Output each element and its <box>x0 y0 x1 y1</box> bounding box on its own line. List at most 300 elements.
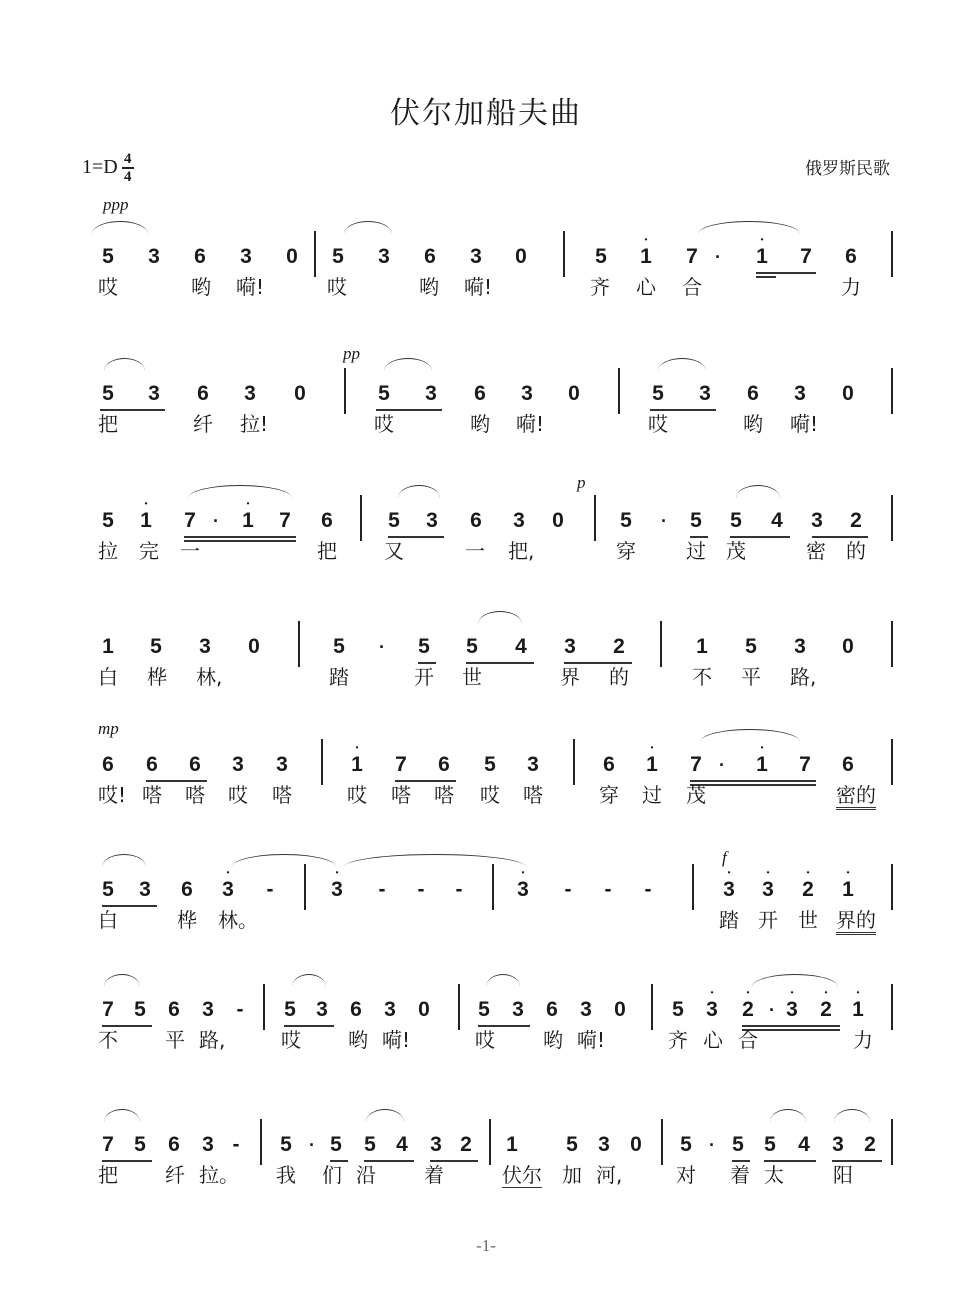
beam-underline <box>730 536 790 538</box>
note: 5 <box>134 998 146 1021</box>
lyric: 不 <box>692 665 712 689</box>
lyric: 林。 <box>218 908 258 932</box>
beam-underline <box>430 1160 478 1162</box>
beam-underline <box>690 536 708 538</box>
lyric: 齐 <box>590 275 610 299</box>
lyric: 嗒 <box>272 783 292 807</box>
slur-arc <box>384 358 432 371</box>
note: - <box>266 878 274 901</box>
beam-underline <box>102 905 157 907</box>
note: 5 <box>764 1133 776 1156</box>
lyric: 纤 <box>165 1163 185 1187</box>
note: 5 <box>102 878 114 901</box>
note: 3 <box>240 245 252 268</box>
high-octave-dot: • <box>644 235 648 244</box>
lyric: 开 <box>414 665 434 689</box>
lyric: 嗬! <box>790 412 819 436</box>
slur-arc <box>736 485 780 498</box>
barline <box>618 368 620 414</box>
note: - <box>232 1133 240 1156</box>
lyric: 一 <box>465 539 485 563</box>
lyric: 纤 <box>193 412 213 436</box>
dynamic-marking: f <box>722 848 727 867</box>
high-octave-dot: • <box>760 743 764 752</box>
composer-credit: 俄罗斯民歌 <box>805 159 890 179</box>
note: 5 <box>672 998 684 1021</box>
note: 3 <box>598 1133 610 1156</box>
note: 6 <box>470 509 482 532</box>
dynamic-marking: pp <box>343 344 360 363</box>
note: 6 <box>350 998 362 1021</box>
note: 3 <box>430 1133 442 1156</box>
slur-arc <box>102 854 146 867</box>
note: 7 <box>800 245 812 268</box>
beam-underline <box>284 1025 334 1027</box>
note: - <box>604 878 612 901</box>
lyric: 踏 <box>329 665 349 689</box>
lyric: 路, <box>199 1028 226 1052</box>
song-title: 伏尔加船夫曲 <box>390 96 582 131</box>
note: 5 <box>332 245 344 268</box>
note: 0 <box>294 382 306 405</box>
lyric-underlined: 密的 <box>836 783 876 810</box>
note: 7 <box>395 753 407 776</box>
lyric: 哎 <box>228 783 248 807</box>
lyric: 嗬! <box>577 1028 606 1052</box>
lyric: 把 <box>98 412 118 436</box>
lyric: 的 <box>609 665 629 689</box>
barline <box>458 984 460 1030</box>
lyric: 力 <box>853 1028 873 1052</box>
beam-underline <box>756 272 816 274</box>
double-beam-underline <box>690 784 816 786</box>
lyric: 阳 <box>833 1163 853 1187</box>
note: 3 <box>148 245 160 268</box>
note: 6 <box>321 509 333 532</box>
note: 5 <box>484 753 496 776</box>
note: - <box>455 878 463 901</box>
note: 6 <box>194 245 206 268</box>
note: 1 <box>696 635 708 658</box>
high-octave-dot: • <box>226 868 230 877</box>
lyric: 我 <box>276 1163 296 1187</box>
lyric: 嗒 <box>523 783 543 807</box>
note: 0 <box>614 998 626 1021</box>
note: 4 <box>771 509 783 532</box>
note: 5 <box>388 509 400 532</box>
note: 3 <box>232 753 244 776</box>
lyric: 哎 <box>480 783 500 807</box>
note: 5 <box>280 1133 292 1156</box>
note: 3 <box>276 753 288 776</box>
high-octave-dot: • <box>746 988 750 997</box>
note: 6 <box>747 382 759 405</box>
note: 3 <box>202 998 214 1021</box>
note: 6 <box>424 245 436 268</box>
note: 5 <box>150 635 162 658</box>
lyric: 心 <box>703 1028 723 1052</box>
note: · <box>709 1135 715 1155</box>
note: 2 • <box>797 878 819 902</box>
note: 2 <box>460 1133 472 1156</box>
lyric: 界 <box>560 665 580 689</box>
lyric: 不 <box>98 1028 118 1052</box>
lyric: 的 <box>846 539 866 563</box>
note: 6 <box>845 245 857 268</box>
high-octave-dot: • <box>760 235 764 244</box>
barline <box>360 495 362 541</box>
lyric: 世 <box>798 908 818 932</box>
barline <box>891 864 893 910</box>
note: 1 <box>102 635 114 658</box>
lyric: 过 <box>642 783 662 807</box>
note: 3 • <box>781 998 803 1022</box>
note: 3 <box>512 998 524 1021</box>
note: 3 <box>794 635 806 658</box>
lyric: 嗒 <box>434 783 454 807</box>
note: 0 <box>248 635 260 658</box>
note: 3 <box>470 245 482 268</box>
lyric: 嗒 <box>391 783 411 807</box>
lyric: 哟 <box>743 412 763 436</box>
slur-arc <box>104 974 140 987</box>
beam-underline <box>376 409 442 411</box>
lyric: 嗬! <box>464 275 493 299</box>
lyric: 平 <box>741 665 761 689</box>
note: 6 <box>146 753 158 776</box>
note: 2 <box>864 1133 876 1156</box>
note: 4 <box>515 635 527 658</box>
note: 2 • <box>815 998 837 1022</box>
beam-underline <box>466 662 534 664</box>
note: 3 <box>794 382 806 405</box>
lyric: 哟 <box>419 275 439 299</box>
note: · <box>769 1000 775 1020</box>
note: 5 <box>102 509 114 532</box>
note: 5 <box>378 382 390 405</box>
note: 0 <box>630 1133 642 1156</box>
note: 3 <box>426 509 438 532</box>
beam-underline <box>764 1160 816 1162</box>
beam-underline <box>690 780 816 782</box>
note: · <box>661 511 667 531</box>
note: 3 <box>199 635 211 658</box>
barline <box>660 621 662 667</box>
beam-underline <box>742 1025 840 1027</box>
lyric: 哎 <box>327 275 347 299</box>
lyric: 河, <box>596 1163 623 1187</box>
note: 1 • <box>237 509 259 533</box>
barline <box>651 984 653 1030</box>
lyric: 桦 <box>177 908 197 932</box>
note: 6 <box>102 753 114 776</box>
note: 5 <box>466 635 478 658</box>
lyric: 哎! <box>98 783 127 807</box>
beam-underline <box>650 409 716 411</box>
note: 0 <box>568 382 580 405</box>
lyric: 对 <box>676 1163 696 1187</box>
lyric: 过 <box>686 539 706 563</box>
beam-underline <box>102 1160 152 1162</box>
high-octave-dot: • <box>521 868 525 877</box>
beam-underline <box>184 536 296 538</box>
lyric: 白 <box>98 908 118 932</box>
barline <box>492 864 494 910</box>
note: 1 <box>506 1133 518 1156</box>
lyric: 茂 <box>726 539 746 563</box>
lyric: 嗒 <box>185 783 205 807</box>
lyric: 开 <box>758 908 778 932</box>
lyric: 茂 <box>686 783 706 807</box>
note: - <box>417 878 425 901</box>
lyric: 拉 <box>98 539 118 563</box>
slur-arc <box>292 974 326 987</box>
note: 3 • <box>217 878 239 902</box>
lyric: 林, <box>196 665 223 689</box>
lyric: 太 <box>764 1163 784 1187</box>
lyric: 着 <box>730 1163 750 1187</box>
barline <box>489 1119 491 1165</box>
note: 3 <box>564 635 576 658</box>
note: 3 <box>384 998 396 1021</box>
barline <box>661 1119 663 1165</box>
note: 5 <box>364 1133 376 1156</box>
barline <box>891 368 893 414</box>
lyric: 嗒 <box>142 783 162 807</box>
note: 1 • <box>847 998 869 1022</box>
note: 5 <box>620 509 632 532</box>
barline <box>891 984 893 1030</box>
note: 6 <box>168 1133 180 1156</box>
lyric: 嗬! <box>236 275 265 299</box>
note: 3 <box>527 753 539 776</box>
note: 5 <box>745 635 757 658</box>
slur-arc <box>232 854 336 867</box>
note: 6 <box>438 753 450 776</box>
note: 3 <box>378 245 390 268</box>
lyric: 们 <box>322 1163 342 1187</box>
note: 5 <box>102 245 114 268</box>
barline <box>263 984 265 1030</box>
lyric: 哟 <box>191 275 211 299</box>
lyric: 沿 <box>356 1163 376 1187</box>
high-octave-dot: • <box>806 868 810 877</box>
note: 0 <box>515 245 527 268</box>
note: 7 <box>102 1133 114 1156</box>
note: 3 • <box>512 878 534 902</box>
lyric: 路, <box>790 665 817 689</box>
barline <box>891 621 893 667</box>
page-number: -1- <box>476 1236 496 1255</box>
high-octave-dot: • <box>727 868 731 877</box>
note: 5 <box>102 382 114 405</box>
note: 5 <box>418 635 430 658</box>
barline <box>573 739 575 785</box>
lyric-underlined: 界的 <box>836 908 876 935</box>
lyric: 把 <box>98 1163 118 1187</box>
barline <box>260 1119 262 1165</box>
slur-arc <box>366 1109 404 1122</box>
slur-arc <box>104 358 145 371</box>
beam-underline <box>418 662 436 664</box>
note: 5 <box>330 1133 342 1156</box>
lyric: 哎 <box>347 783 367 807</box>
note: · <box>379 637 385 657</box>
lyric: 世 <box>462 665 482 689</box>
note: 3 • <box>718 878 740 902</box>
beam-underline <box>330 1160 348 1162</box>
note: 3 <box>425 382 437 405</box>
note: 3 <box>148 382 160 405</box>
high-octave-dot: • <box>246 499 250 508</box>
note: 3 <box>513 509 525 532</box>
lyric: 又 <box>384 539 404 563</box>
note: 1 • <box>346 753 368 777</box>
note: 5 <box>284 998 296 1021</box>
note: 1 • <box>751 245 773 269</box>
note: 3 • <box>326 878 348 902</box>
barline <box>321 739 323 785</box>
note: 4 <box>396 1133 408 1156</box>
note: 6 <box>168 998 180 1021</box>
slur-arc <box>92 221 148 234</box>
beam-underline <box>100 409 165 411</box>
lyric: 拉。 <box>199 1163 239 1187</box>
note: 2 • <box>737 998 759 1022</box>
note: 3 <box>202 1133 214 1156</box>
note: 3 <box>139 878 151 901</box>
lyric-underlined: 伏尔 <box>502 1163 542 1187</box>
barline <box>298 621 300 667</box>
note: 1 • <box>837 878 859 902</box>
lyric: 平 <box>165 1028 185 1052</box>
note: 6 <box>181 878 193 901</box>
note: 3 • <box>701 998 723 1022</box>
note: 3 • <box>757 878 779 902</box>
note: 7 <box>184 509 196 532</box>
note: 6 <box>189 753 201 776</box>
note: 6 <box>546 998 558 1021</box>
note: 1 • <box>135 509 157 533</box>
lyric: 把, <box>508 539 535 563</box>
key-label: 1=D <box>82 156 118 179</box>
note: 4 <box>798 1133 810 1156</box>
beam-underline <box>812 536 868 538</box>
note: 2 <box>850 509 862 532</box>
note: 7 <box>102 998 114 1021</box>
note: 5 <box>333 635 345 658</box>
lyric: 力 <box>841 275 861 299</box>
dynamic-marking: mp <box>98 719 119 738</box>
high-octave-dot: • <box>766 868 770 877</box>
slur-arc <box>398 485 440 498</box>
note: 5 <box>134 1133 146 1156</box>
barline <box>891 1119 893 1165</box>
barline <box>314 231 316 277</box>
lyric: 哎 <box>281 1028 301 1052</box>
high-octave-dot: • <box>710 988 714 997</box>
lyric: 着 <box>424 1163 444 1187</box>
lyric: 把 <box>317 539 337 563</box>
high-octave-dot: • <box>790 988 794 997</box>
lyric: 拉! <box>240 412 269 436</box>
note: - <box>564 878 572 901</box>
beam-underline <box>564 662 632 664</box>
note: 7 <box>799 753 811 776</box>
note: 1 • <box>751 753 773 777</box>
lyric: 哎 <box>98 275 118 299</box>
beam-underline <box>364 1160 414 1162</box>
high-octave-dot: • <box>856 988 860 997</box>
note: 2 <box>613 635 625 658</box>
lyric: 哟 <box>543 1028 563 1052</box>
note: 5 <box>690 509 702 532</box>
slur-arc <box>700 729 800 742</box>
note: 5 <box>566 1133 578 1156</box>
high-octave-dot: • <box>335 868 339 877</box>
note: · <box>213 511 219 531</box>
lyric: 齐 <box>668 1028 688 1052</box>
beam-underline <box>732 1160 750 1162</box>
note: 3 <box>244 382 256 405</box>
barline <box>344 368 346 414</box>
lyric: 哎 <box>374 412 394 436</box>
double-beam-underline <box>756 276 776 278</box>
slur-arc <box>770 1109 806 1122</box>
lyric: 哎 <box>648 412 668 436</box>
slur-arc <box>344 221 392 234</box>
note: 6 <box>842 753 854 776</box>
note: 6 <box>474 382 486 405</box>
high-octave-dot: • <box>846 868 850 877</box>
note: 0 <box>418 998 430 1021</box>
lyric: 桦 <box>147 665 167 689</box>
high-octave-dot: • <box>824 988 828 997</box>
lyric: 心 <box>636 275 656 299</box>
barline <box>692 864 694 910</box>
note: 0 <box>552 509 564 532</box>
note: 0 <box>286 245 298 268</box>
lyric: 踏 <box>719 908 739 932</box>
dynamic-marking: ppp <box>103 195 129 214</box>
beam-underline <box>388 536 444 538</box>
time-numerator: 4 <box>123 151 132 167</box>
high-octave-dot: • <box>355 743 359 752</box>
note: · <box>309 1135 315 1155</box>
note: - <box>644 878 652 901</box>
note: 7 <box>279 509 291 532</box>
lyric: 嗬! <box>516 412 545 436</box>
lyric: 一 <box>180 539 200 563</box>
note: - <box>378 878 386 901</box>
note: - <box>236 998 244 1021</box>
key-signature <box>82 152 134 184</box>
slur-arc <box>834 1109 870 1122</box>
high-octave-dot: • <box>650 743 654 752</box>
note: 1 • <box>641 753 663 777</box>
beam-underline <box>478 1025 530 1027</box>
note: 3 <box>811 509 823 532</box>
slur-arc <box>752 974 838 987</box>
note: 6 <box>603 753 615 776</box>
note: 1 • <box>635 245 657 269</box>
lyric: 嗬! <box>382 1028 411 1052</box>
note: 7 <box>686 245 698 268</box>
slur-arc <box>188 485 292 498</box>
barline <box>891 495 893 541</box>
note: 3 <box>699 382 711 405</box>
barline <box>891 739 893 785</box>
